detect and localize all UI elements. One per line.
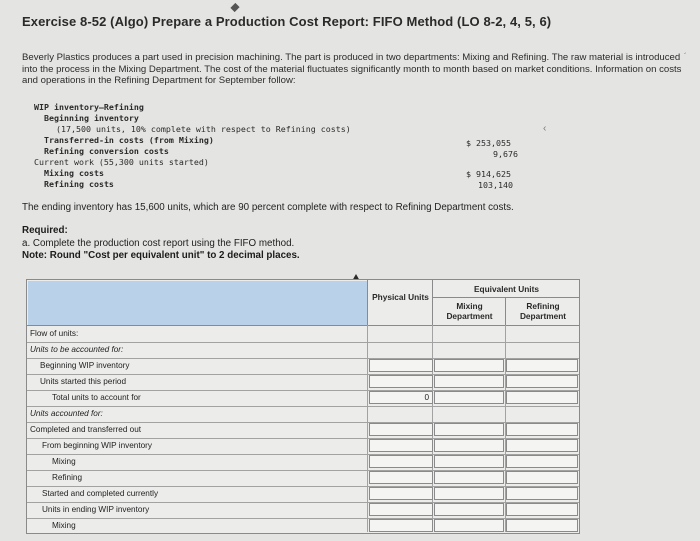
- refining-input[interactable]: [506, 519, 578, 532]
- data-line: Transferred-in costs (from Mixing): [44, 135, 214, 145]
- mixing-input[interactable]: [434, 455, 504, 468]
- mixing-input[interactable]: [434, 519, 504, 532]
- cost-value: $ 914,625: [466, 169, 511, 179]
- ending-inventory-text: The ending inventory has 15,600 units, which are 90 percent complete with respect to Refining Department costs.: [22, 202, 514, 213]
- mixing-input[interactable]: [434, 359, 504, 372]
- table-row: [27, 502, 579, 519]
- mixing-input[interactable]: [434, 423, 504, 436]
- data-line: Refining conversion costs: [44, 146, 169, 156]
- refining-input[interactable]: [506, 503, 578, 516]
- table-row: [27, 358, 579, 375]
- row-label: Completed and transferred out: [30, 425, 142, 434]
- table-row: [27, 438, 579, 455]
- refining-input[interactable]: [506, 359, 578, 372]
- physical-units-header: [367, 280, 433, 325]
- table-row: [27, 406, 579, 423]
- refining-input[interactable]: [506, 423, 578, 436]
- page-title: Exercise 8-52 (Algo) Prepare a Production Cost Report: FIFO Method (LO 8-2, 4, 5, 6): [22, 14, 552, 29]
- physical-input[interactable]: [369, 359, 433, 372]
- refining-department-label: Refining Department: [519, 301, 567, 321]
- cost-value: $ 253,055: [466, 138, 511, 148]
- data-line: Mixing costs: [44, 168, 104, 178]
- row-label: Beginning WIP inventory: [40, 361, 130, 370]
- refining-input[interactable]: [506, 375, 578, 388]
- data-line: WIP inventory—Refining: [34, 102, 144, 112]
- table-row: [27, 374, 579, 391]
- table-row: [27, 454, 579, 471]
- problem-intro: Beverly Plastics produces a part used in precision machining. The part is produced in two departments: Mixing and Refining. The raw material is introduced into the process in the Mixing Department. The cost of the material fluctuates significantly month to month based on market conditions. Information on costs and operations in the Refining Department for September follow:: [22, 52, 682, 86]
- refining-input[interactable]: [506, 439, 578, 452]
- mixing-input[interactable]: [434, 471, 504, 484]
- cost-value: 103,140: [478, 180, 513, 190]
- data-line: Refining costs: [44, 179, 114, 189]
- refining-input[interactable]: [506, 391, 578, 404]
- refining-input[interactable]: [506, 471, 578, 484]
- row-label: Units accounted for:: [30, 409, 103, 418]
- table-row: [27, 342, 579, 359]
- physical-input[interactable]: [369, 471, 433, 484]
- refining-input[interactable]: [506, 455, 578, 468]
- mixing-department-label: Mixing Department: [446, 301, 493, 321]
- physical-input[interactable]: [369, 375, 433, 388]
- row-label: Total units to account for: [52, 393, 141, 402]
- physical-units-label: Physical Units: [372, 292, 429, 302]
- physical-input[interactable]: [369, 455, 433, 468]
- row-label: Units started this period: [40, 377, 127, 386]
- row-label: Mixing: [52, 521, 76, 530]
- table-row: [27, 390, 579, 407]
- mixing-input[interactable]: [434, 391, 504, 404]
- row-label: Mixing: [52, 457, 76, 466]
- table-row: [27, 326, 579, 343]
- rounding-note: Note: Round "Cost per equivalent unit" to 2 decimal places.: [22, 250, 300, 261]
- row-label: From beginning WIP inventory: [42, 441, 152, 450]
- chevron-left-icon[interactable]: ‹: [543, 123, 547, 134]
- row-label: Units in ending WIP inventory: [42, 505, 150, 514]
- header-band: [28, 281, 367, 325]
- physical-input[interactable]: [369, 439, 433, 452]
- data-line: Current work (55,300 units started): [34, 157, 209, 167]
- data-line: Beginning inventory: [44, 113, 139, 123]
- row-label: Started and completed currently: [42, 489, 159, 498]
- physical-input[interactable]: [369, 503, 433, 516]
- table-row: [27, 470, 579, 487]
- corner-mark-icon: ´: [684, 52, 687, 61]
- mixing-input[interactable]: [434, 487, 504, 500]
- table-row: [27, 518, 579, 534]
- table-row: [27, 422, 579, 439]
- physical-input[interactable]: [369, 487, 433, 500]
- equivalent-units-label: Equivalent Units: [473, 284, 539, 294]
- production-cost-report: [26, 279, 580, 534]
- cost-value: 9,676: [493, 149, 518, 159]
- physical-input[interactable]: [369, 519, 433, 532]
- mixing-input[interactable]: [434, 503, 504, 516]
- row-label: Refining: [52, 473, 83, 482]
- equivalent-units-header: [432, 280, 580, 325]
- mixing-input[interactable]: [434, 439, 504, 452]
- data-line: (17,500 units, 10% complete with respect to Refining costs): [56, 124, 351, 134]
- row-label: Units to be accounted for:: [30, 345, 124, 354]
- physical-input[interactable]: [369, 423, 433, 436]
- physical-input[interactable]: 0: [369, 391, 433, 404]
- required-heading: Required:: [22, 225, 68, 236]
- part-a-text: a. Complete the production cost report using the FIFO method.: [22, 238, 295, 249]
- row-label: Flow of units:: [30, 329, 79, 338]
- table-row: [27, 486, 579, 503]
- mixing-input[interactable]: [434, 375, 504, 388]
- pen-icon: [230, 3, 239, 12]
- refining-input[interactable]: [506, 487, 578, 500]
